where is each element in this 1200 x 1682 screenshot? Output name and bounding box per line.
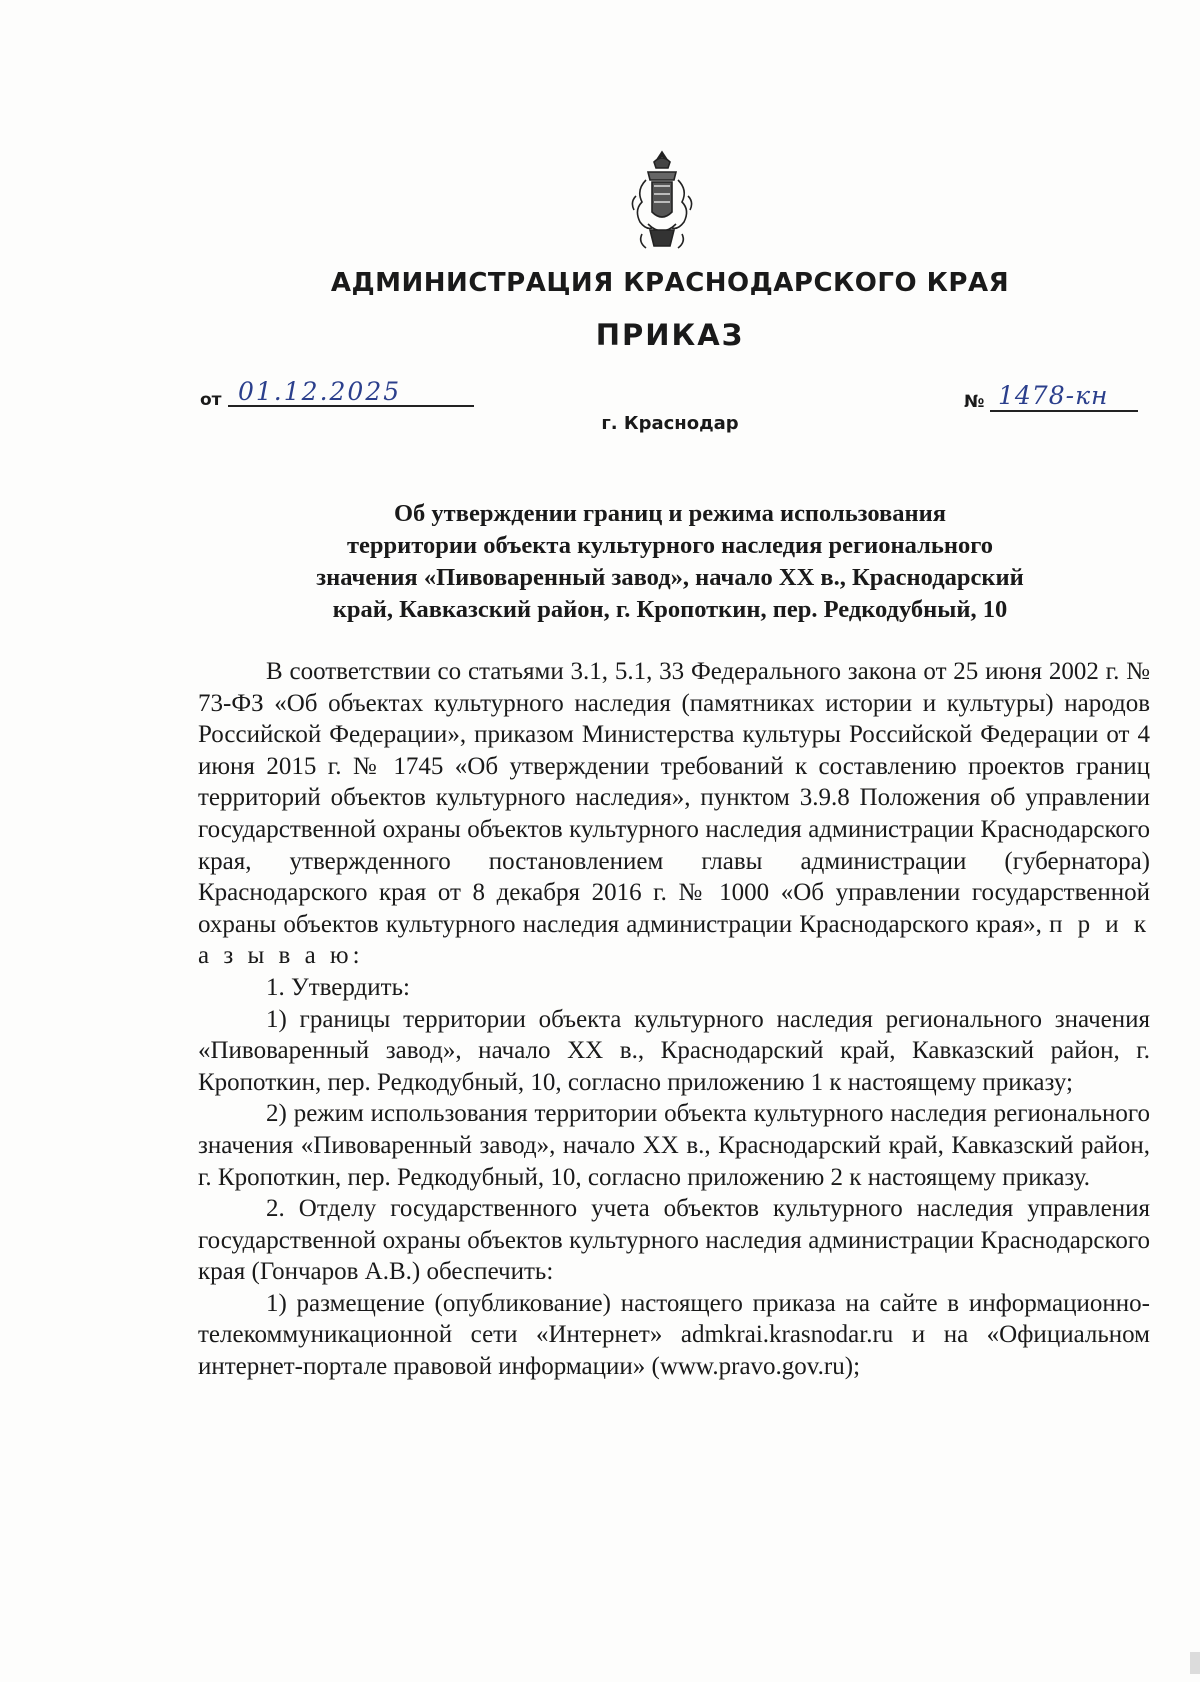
number-handwritten: 1478-кн [998, 381, 1109, 410]
item-1-2: 2) режим использования территории объекта культурного наследия регионального значения «Пивоваренный завод», начало XX в., Краснодарский край, Кавказский район, г. Кропоткин, пер. Редкодубный, 10, согласно приложению 2 к настоящему приказу. [198, 1100, 1150, 1191]
item-1-1: 1) границы территории объекта культурного наследия регионального значения «Пивоваренный завод», начало XX в., Краснодарский край, Кавказский район, г. Кропоткин, пер. Редкодубный, 10, согласно приложению 1 к настоящему приказу; [198, 1005, 1150, 1096]
coat-of-arms-icon [628, 150, 696, 252]
subject-line: территории объекта культурного наследия регионального [347, 532, 993, 559]
order-word: п р и к а з ы в а ю: [198, 910, 1150, 970]
number-underline [990, 410, 1138, 412]
item-2-1: 1) размещение (опубликование) настоящего приказа на сайте в информационно-телекоммуникационной сети «Интернет» admkrai.krasnodar.ru и на «Официальном интернет-портале правовой информации» (www.pravo.gov.ru); [198, 1289, 1150, 1381]
city: г. Краснодар [601, 413, 739, 434]
document-body [198, 656, 1150, 1383]
number-label: № [964, 392, 985, 412]
subject-line: край, Кавказский район, г. Кропоткин, пер. Редкодубный, 10 [332, 596, 1008, 623]
document-type: ПРИКАЗ [595, 318, 745, 352]
date-label: от [200, 390, 222, 410]
scan-edge-mark [1190, 1652, 1200, 1674]
date-handwritten: 01.12.2025 [238, 377, 402, 406]
item-1: 1. Утвердить: [266, 973, 410, 1001]
subject-line: значения «Пивоваренный завод», начало XX в., Краснодарский [316, 564, 1024, 591]
document-subject [200, 498, 1140, 626]
subject-line: Об утверждении границ и режима использования [394, 500, 946, 527]
item-2: 2. Отделу государственного учета объектов культурного наследия управления государственной охраны объектов культурного наследия администрации Краснодарского края (Гончаров А.В.) обеспечить: [198, 1195, 1150, 1286]
preamble-paragraph [198, 656, 1150, 972]
preamble-text: В соответствии со статьями 3.1, 5.1, 33 Федерального закона от 25 июня 2002 г. № 73-ФЗ «Об объектах культурного наследия (памятниках истории и культуры) народов Российской Федерации», приказом Министерства культуры Российской Федерации от 4 июня 2015 г. № 1745 «Об утверждении требований к составлению проектов границ территорий объектов культурного наследия», пунктом 3.9.8 Положения об управлении государственной охраны объектов культурного наследия администрации Краснодарского края, утвержденного постановлением главы администрации (губернатора) Краснодарского края от 8 декабря 2016 г. № 1000 «Об управлении государственной охраны объектов культурного наследия администрации Краснодарского края», [198, 658, 1150, 938]
organization-title: АДМИНИСТРАЦИЯ КРАСНОДАРСКОГО КРАЯ [330, 268, 1010, 298]
